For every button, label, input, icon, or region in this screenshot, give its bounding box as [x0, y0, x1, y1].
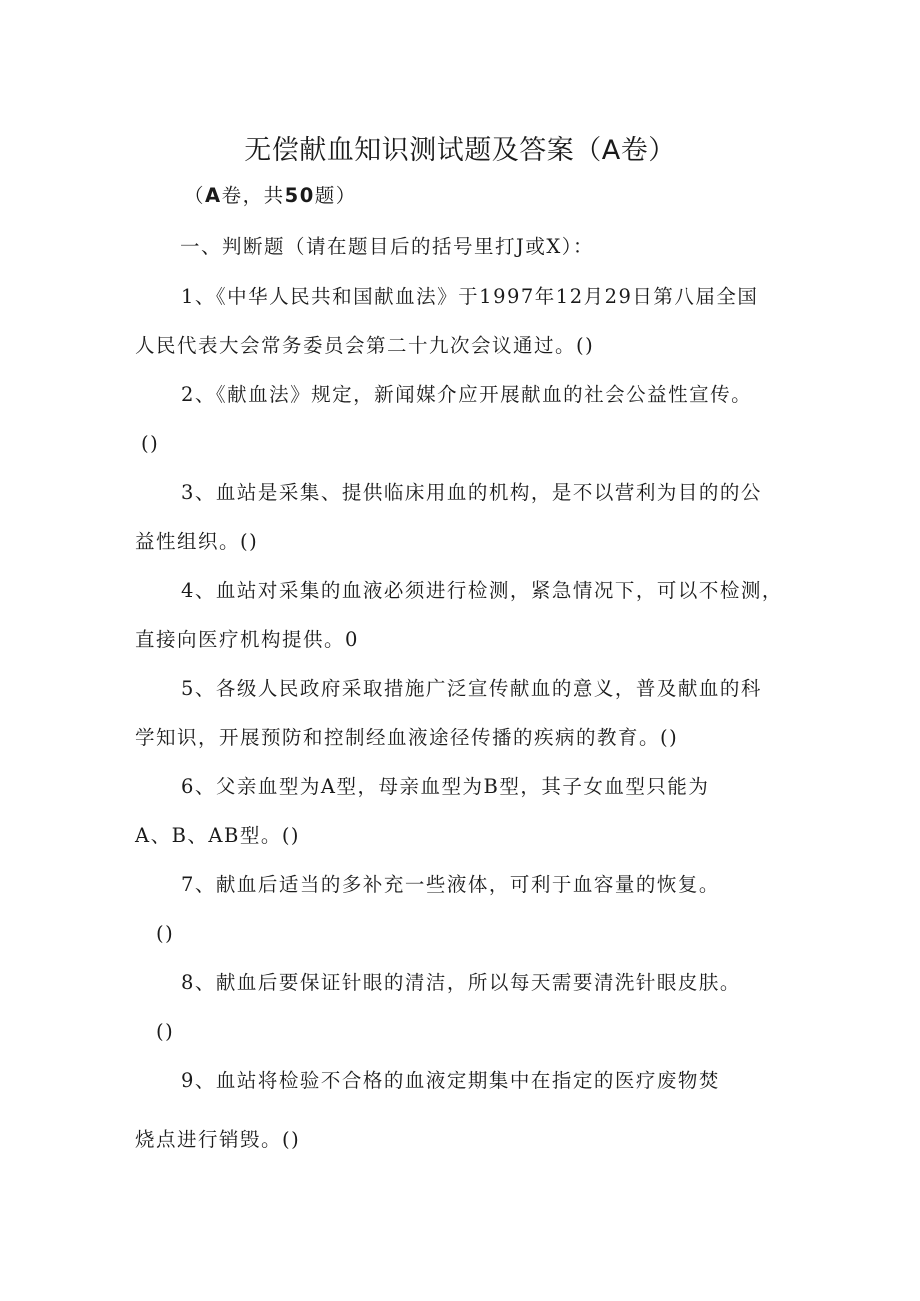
subtitle-a: A — [205, 184, 222, 207]
question-6-line-2: A、B、AB型。() — [135, 824, 301, 847]
question-3-line-2: 益性组织。() — [135, 530, 259, 553]
subtitle-close: 题） — [314, 184, 357, 207]
document-subtitle — [184, 184, 357, 207]
question-5-line-1: 5、各级人民政府采取措施广泛宣传献血的意义，普及献血的科 — [181, 677, 762, 700]
subtitle-count: 50 — [284, 184, 315, 207]
question-5-line-2: 学知识，开展预防和控制经血液途径传播的疾病的教育。() — [135, 726, 679, 749]
question-2-line-2: () — [141, 432, 160, 455]
question-3-line-1: 3、血站是采集、提供临床用血的机构，是不以营利为目的的公 — [181, 481, 762, 504]
question-6-line-1: 6、父亲血型为A型，母亲血型为B型，其子女血型只能为 — [181, 775, 710, 798]
document-title: 无偿献血知识测试题及答案（A卷） — [244, 135, 676, 166]
subtitle-mid: 卷，共 — [221, 184, 285, 207]
question-7-line-1: 7、献血后适当的多补充一些液体，可利于血容量的恢复。 — [181, 873, 720, 896]
question-1-line-1: 1、《中华人民共和国献血法》于1997年12月29日第八届全国 — [181, 285, 759, 308]
question-8-line-2: () — [156, 1020, 175, 1043]
question-9-line-1: 9、血站将检验不合格的血液定期集中在指定的医疗废物焚 — [181, 1069, 720, 1092]
question-2-line-1: 2、《献血法》规定，新闻媒介应开展献血的社会公益性宣传。 — [181, 383, 753, 406]
question-8-line-1: 8、献血后要保证针眼的清洁，所以每天需要清洗针眼皮肤。 — [181, 971, 741, 994]
question-7-line-2: () — [156, 922, 175, 945]
subtitle-open: （ — [184, 184, 206, 207]
section-heading: 一、判断题（请在题目后的括号里打J或X）： — [180, 235, 594, 258]
question-1-line-2: 人民代表大会常务委员会第二十九次会议通过。() — [135, 334, 595, 357]
question-9-line-2: 烧点进行销毁。() — [135, 1128, 301, 1151]
question-4-line-2: 直接向医疗机构提供。0 — [135, 628, 359, 651]
question-4-line-1: 4、血站对采集的血液必须进行检测，紧急情况下，可以不检测， — [181, 579, 783, 602]
